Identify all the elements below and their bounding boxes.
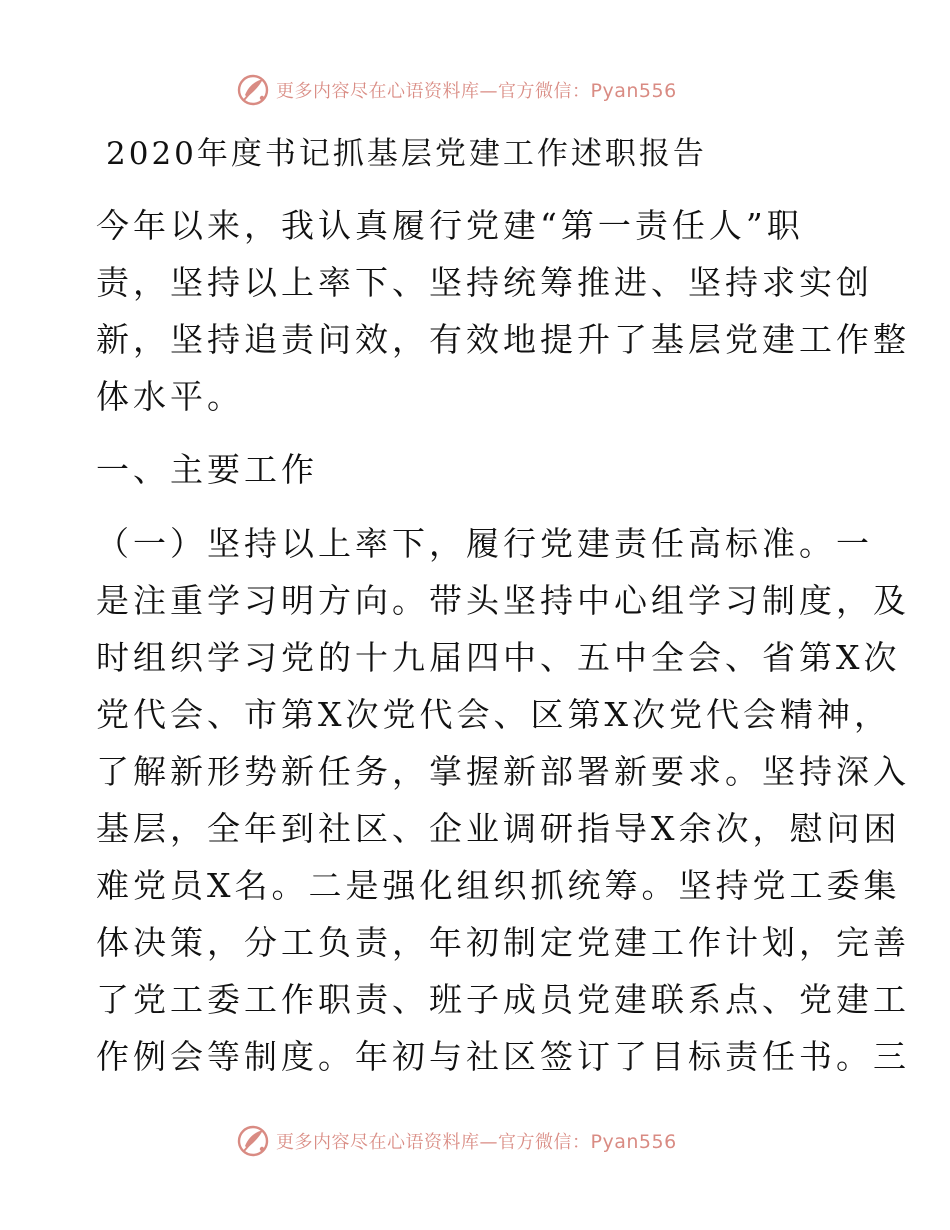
paragraph-line: 难党员X名。二是强化组织抓统筹。坚持党工委集 xyxy=(96,866,901,905)
document-title: 2020年度书记抓基层党建工作述职报告 xyxy=(106,136,707,172)
quill-logo-icon xyxy=(236,73,270,107)
paragraph-line: 作例会等制度。年初与社区签订了目标责任书。三 xyxy=(96,1037,910,1076)
paragraph-line: 新，坚持追责问效，有效地提升了基层党建工作整 xyxy=(96,320,910,359)
paragraph-line: 责，坚持以上率下、坚持统筹推进、坚持求实创 xyxy=(96,263,873,302)
watermark-wechat-id: Pyan556 xyxy=(590,1131,677,1153)
paragraph-line: 是注重学习明方向。带头坚持中心组学习制度，及 xyxy=(96,581,910,620)
paragraph-line: 今年以来，我认真履行党建“第一责任人”职 xyxy=(96,206,804,245)
watermark-text: 更多内容尽在心语资料库—官方微信：Pyan556 xyxy=(276,80,677,102)
section-heading: 一、主要工作 xyxy=(96,450,318,489)
paragraph-line: 了解新形势新任务，掌握新部署新要求。坚持深入 xyxy=(96,752,910,791)
paragraph-line: 时组织学习党的十九届四中、五中全会、省第X次 xyxy=(96,638,901,677)
paragraph-line: 党代会、市第X次党代会、区第X次党代会精神， xyxy=(96,695,891,734)
watermark-header xyxy=(236,72,677,108)
paragraph-line: （一）坚持以上率下，履行党建责任高标准。一 xyxy=(96,524,873,563)
paragraph-line: 体水平。 xyxy=(96,377,244,416)
watermark-wechat-id: Pyan556 xyxy=(590,80,677,102)
quill-logo-icon xyxy=(236,1124,270,1158)
watermark-text: 更多内容尽在心语资料库—官方微信：Pyan556 xyxy=(276,1131,677,1153)
paragraph-line: 基层，全年到社区、企业调研指导X余次，慰问困 xyxy=(96,809,901,848)
paragraph-line: 体决策，分工负责，年初制定党建工作计划，完善 xyxy=(96,923,910,962)
paragraph-line: 了党工委工作职责、班子成员党建联系点、党建工 xyxy=(96,980,910,1019)
watermark-footer xyxy=(236,1123,677,1159)
